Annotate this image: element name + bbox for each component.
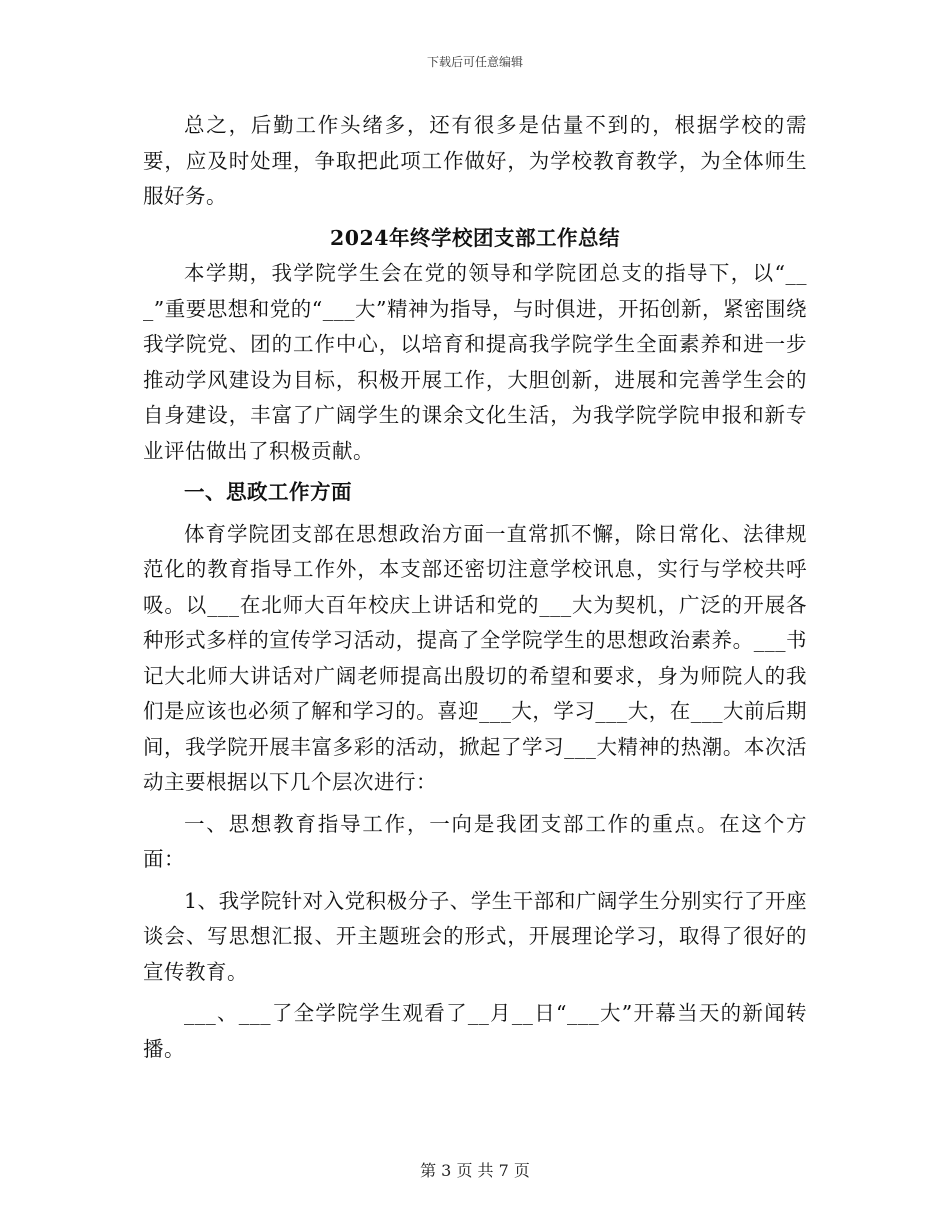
section-heading-ideology: 一、思政工作方面: [184, 480, 352, 504]
intro-paragraph: 总之，后勤工作头绪多，还有很多是估量不到的，根据学校的需要，应及时处理，争取把此项工作做好，为学校教育教学，为全体师生服好务。: [143, 113, 807, 208]
paragraph-item-1: 1、我学院针对入党积极分子、学生干部和广阔学生分别实行了开座谈会、写思想汇报、开主题班会的形式，开展理论学习，取得了很好的宣传教育。: [143, 888, 807, 984]
document-body: [143, 108, 807, 1067]
paragraph-education-guidance: 一、思想教育指导工作，一向是我团支部工作的重点。在这个方面：: [143, 811, 807, 871]
paragraph-overview: 本学期，我学院学生会在党的领导和学院团总支的指导下，以“___”重要思想和党的“___大”精神为指导，与时俱进，开拓创新，紧密围绕我学院党、团的工作中心，以培育和提高我学院学生全面素养和进一步推动学风建设为目标，积极开展工作，大胆创新，进展和完善学生会的自身建设，丰富了广阔学生的课余文化生活，为我学院学院申报和新专业评估做出了积极贡献。: [143, 261, 807, 463]
header-note: 下载后可任意编辑: [426, 55, 523, 69]
paragraph-item-2: ___、___了全学院学生观看了__月__日“___大”开幕当天的新闻转播。: [143, 1001, 807, 1061]
paragraph-ideology-work: 体育学院团支部在思想政治方面一直常抓不懈，除日常化、法律规范化的教育指导工作外，本支部还密切注意学校讯息，实行与学校共呼吸。以___在北师大百年校庆上讲话和党的___大为契机，广泛的开展各种形式多样的宣传学习活动，提高了全学院学生的思想政治素养。___书记大北师大讲话对广阔老师提高出殷切的希望和要求，身为师院人的我们是应该也必须了解和学习的。喜迎___大，学习___大，在___大前后期间，我学院开展丰富多彩的活动，掀起了学习___大精神的热潮。本次活动主要根据以下几个层次进行：: [143, 521, 807, 794]
document-title: 2024年终学校团支部工作总结: [329, 225, 621, 250]
page-indicator: 第 3 页 共 7 页: [420, 1161, 530, 1180]
